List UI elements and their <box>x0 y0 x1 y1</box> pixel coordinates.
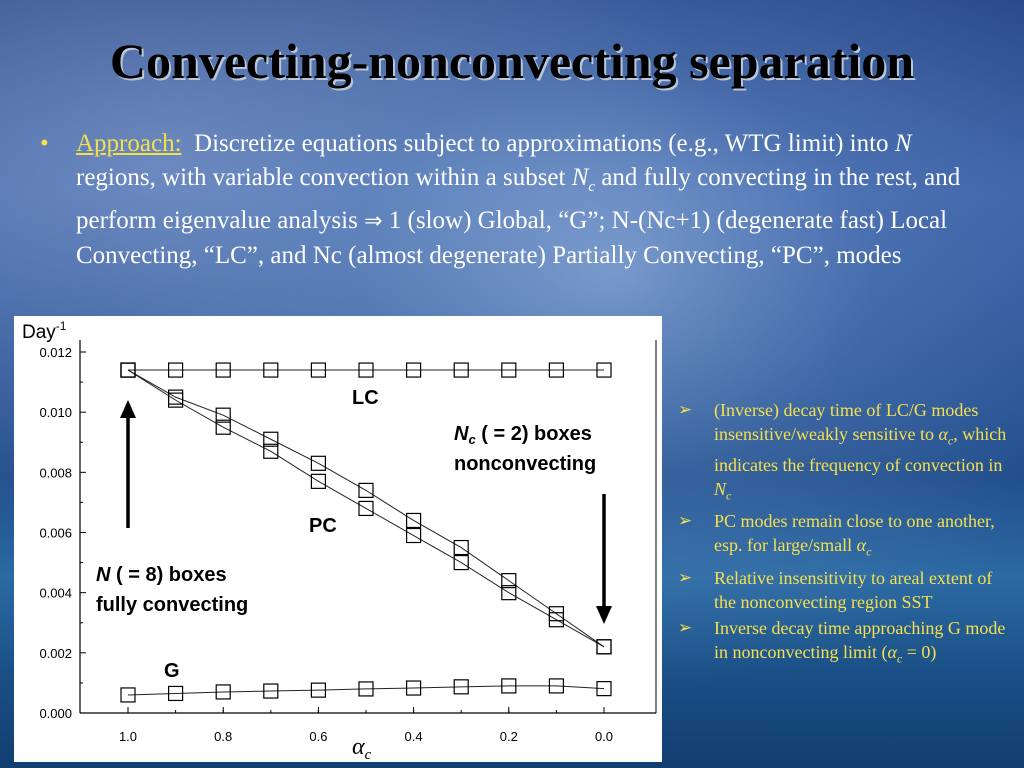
alpha-symbol: α <box>856 535 867 556</box>
chart-svg <box>14 316 662 762</box>
chart-lines <box>128 370 604 695</box>
n-symbol: N <box>894 130 912 157</box>
approach-text <box>76 127 971 273</box>
arrow-bullet-icon: ➢ <box>678 400 693 420</box>
y-tick-label: 0.012 <box>39 345 72 360</box>
x-tick-label: 0.6 <box>309 729 328 744</box>
dot-bullet-icon: • <box>40 130 49 157</box>
arrow-bullet-icon: ➢ <box>678 567 693 588</box>
nc-subscript: c <box>726 488 732 503</box>
approach-text-3: and fully convecting in the rest, and perform eigenvalue analysis <box>76 164 961 234</box>
x-tick-label: 0.0 <box>594 729 614 744</box>
side-bullet-4 <box>676 616 1011 671</box>
nc-boxes-text: ( = 2) boxes <box>475 423 592 445</box>
x-tick-label: 0.4 <box>404 729 423 744</box>
n-symbol: N <box>714 478 727 499</box>
x-tick-label: 0.8 <box>214 729 233 744</box>
y-tick-label: 0.008 <box>39 465 72 481</box>
eigenvalue-chart <box>14 316 662 762</box>
n-symbol: N <box>96 564 111 586</box>
x-axis-label: $\alpha_c$ <box>352 734 372 762</box>
side-bullet-1-text-b: , which indicates the frequency of convection in <box>714 424 1007 475</box>
y-tick-label: 0.000 <box>39 706 72 721</box>
arrow-bullet-icon: ➢ <box>678 617 693 638</box>
x-axis-label-subscript: c <box>364 747 372 762</box>
alpha-subscript: c <box>896 651 903 666</box>
lc-label: LC <box>352 387 379 409</box>
approach-link[interactable]: Approach: <box>76 130 182 157</box>
alpha-symbol: α <box>938 424 948 444</box>
implies-icon: ⇒ <box>364 209 383 234</box>
side-bullet-2 <box>676 509 1011 564</box>
x-tick-label: 0.2 <box>499 729 518 744</box>
fully-convecting-label: fully convecting <box>96 594 249 616</box>
y-tick-label: 0.010 <box>39 405 72 421</box>
side-bullet-3-text: Relative insensitivity to areal extent of the nonconvecting region SST <box>714 567 993 612</box>
arrow-bullet-icon: ➢ <box>678 511 693 532</box>
y-axis-label: Day$^{-1}$ <box>22 319 67 343</box>
chart-markers <box>121 363 611 702</box>
side-bullet-list <box>676 398 1011 672</box>
y-tick-label: 0.004 <box>39 585 72 601</box>
side-bullet-4-text-b: = 0) <box>902 641 937 662</box>
approach-text-1: Discretize equations subject to approximations (e.g., WTG limit) into <box>194 130 895 157</box>
side-bullet-2-text: PC modes remain close to one another, esp. for large/small <box>714 511 995 556</box>
alpha-subscript: c <box>947 433 954 448</box>
y-axis-label-superscript: -1 <box>55 319 67 333</box>
nc-boxes-label <box>454 423 592 447</box>
down-arrow-icon <box>596 606 612 624</box>
up-arrow-icon <box>120 400 136 418</box>
nc-subscript: c <box>588 179 596 195</box>
g-label: G <box>164 660 180 682</box>
approach-text-4: 1 (slow) Global, “G”; N-(Nc+1) (degenerate fast) Local Convecting, “LC”, and Nc (almost degenerate) Partially Convecting, “PC”, modes <box>76 207 948 269</box>
approach-text-2: regions, with variable convection within a subset <box>76 164 572 191</box>
side-bullet-3 <box>676 566 1011 614</box>
nonconvecting-label: nonconvecting <box>454 453 597 475</box>
chart-annotations <box>96 387 612 682</box>
x-tick-label: 1.0 <box>118 729 138 744</box>
nc-subscript: c <box>468 432 476 447</box>
alpha-symbol: α <box>887 641 897 662</box>
side-bullet-1-text-a: (Inverse) decay time of LC/G modes insensitive/weakly sensitive to <box>714 400 979 444</box>
n-boxes-label <box>96 564 227 586</box>
y-tick-label: 0.002 <box>39 645 72 661</box>
side-bullet-1 <box>676 398 1011 507</box>
slide-title: Convecting-nonconvecting separation <box>109 33 915 89</box>
chart-axes <box>22 319 656 762</box>
nc-symbol: N <box>454 423 469 445</box>
alpha-subscript: c <box>866 544 872 559</box>
series-line-g <box>128 686 604 695</box>
pc-label: PC <box>309 515 337 537</box>
nc-symbol: N <box>571 164 589 191</box>
y-tick-label: 0.006 <box>39 525 72 541</box>
n-boxes-text: ( = 8) boxes <box>110 564 227 586</box>
side-bullet-4-text-a: Inverse decay time approaching G mode in nonconvecting limit ( <box>714 617 1006 662</box>
